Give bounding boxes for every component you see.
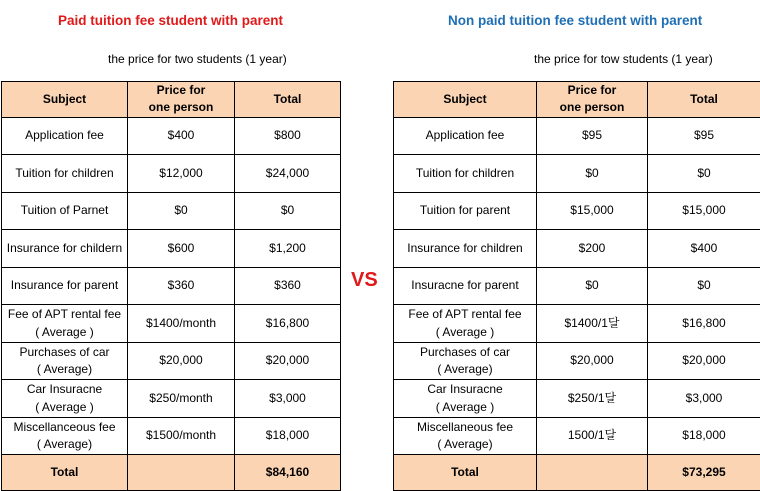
- subject-text: Insurance for children: [407, 240, 523, 255]
- price-cell: $15,000: [537, 192, 648, 230]
- table-row: [2, 342, 341, 380]
- price-cell: $12,000: [128, 155, 235, 193]
- total-cell: $0: [648, 267, 760, 305]
- table-row: [394, 155, 760, 193]
- subject-text: Tuition for children: [415, 165, 515, 180]
- price-cell: $250/1달: [537, 380, 648, 418]
- right-heading: Non paid tuition fee student with parent: [448, 13, 703, 28]
- total-cell: $16,800: [648, 305, 760, 343]
- subject-text: Tuition for parent: [419, 203, 511, 218]
- price-header: [537, 82, 648, 118]
- price-cell: $0: [128, 192, 235, 230]
- total-cell: $16,800: [235, 305, 341, 343]
- price-header-line-2: one person: [148, 100, 214, 115]
- subject-text: Fee of APT rental fee: [408, 307, 522, 322]
- subject-text: Purchases of car: [19, 344, 110, 359]
- table-row: [394, 380, 760, 418]
- subject-text: ( Average): [36, 437, 93, 452]
- total-cell: $1,200: [235, 230, 341, 268]
- subject-text: Miscellaneous fee: [416, 419, 514, 434]
- total-amount: $84,160: [235, 455, 341, 491]
- total-cell: $3,000: [648, 380, 760, 418]
- subject-cell: [2, 155, 128, 193]
- table-header-row: [2, 82, 341, 118]
- total-cell: $3,000: [235, 380, 341, 418]
- subject-cell: [394, 155, 537, 193]
- total-price: [537, 455, 648, 491]
- right-fee-table: [393, 81, 760, 491]
- table-row: [394, 192, 760, 230]
- subject-text: Insuracne for parent: [411, 278, 519, 293]
- total-cell: $20,000: [648, 342, 760, 380]
- price-cell: $20,000: [537, 342, 648, 380]
- total-price: [128, 455, 235, 491]
- table-row: [2, 417, 341, 455]
- total-row: [2, 455, 341, 491]
- total-cell: $400: [648, 230, 760, 268]
- table-row: [2, 380, 341, 418]
- price-header-line-2: one person: [559, 100, 625, 115]
- total-cell: $0: [648, 155, 760, 193]
- total-cell: $800: [235, 117, 341, 155]
- subject-text: ( Average ): [435, 324, 495, 339]
- price-cell: $0: [537, 155, 648, 193]
- subject-cell: [394, 192, 537, 230]
- subject-text: Insurance for parent: [10, 278, 119, 293]
- price-cell: $1400/1달: [537, 305, 648, 343]
- table-row: [2, 267, 341, 305]
- right-subheading: the price for tow students (1 year): [534, 52, 713, 66]
- subject-text: Application fee: [25, 128, 104, 143]
- subject-text: Car Insuracne: [26, 382, 103, 397]
- subject-text: Purchases of car: [419, 344, 511, 359]
- left-heading: Paid tuition fee student with parent: [58, 13, 284, 28]
- subject-cell: [2, 192, 128, 230]
- table-row: [394, 117, 760, 155]
- subject-text: ( Average ): [435, 399, 495, 414]
- left-fee-table: [1, 81, 341, 491]
- subject-text: Tuition of Parnet: [20, 203, 109, 218]
- price-cell: $250/month: [128, 380, 235, 418]
- price-cell: $600: [128, 230, 235, 268]
- subject-text: Car Insuracne: [427, 382, 503, 397]
- total-cell: $15,000: [648, 192, 760, 230]
- total-header: Total: [648, 82, 760, 118]
- price-cell: $200: [537, 230, 648, 268]
- total-label: Total: [2, 455, 128, 491]
- subject-text: ( Average ): [35, 324, 94, 339]
- table-row: [2, 155, 341, 193]
- total-cell: $20,000: [235, 342, 341, 380]
- price-cell: $20,000: [128, 342, 235, 380]
- subject-text: Miscellanceous fee: [13, 419, 116, 434]
- price-cell: $1400/month: [128, 305, 235, 343]
- price-cell: $400: [128, 117, 235, 155]
- subject-text: ( Average): [437, 362, 493, 377]
- total-cell: $18,000: [648, 417, 760, 455]
- price-header-line-1: Price for: [567, 83, 617, 97]
- subject-cell: [394, 417, 537, 455]
- subject-text: ( Average): [36, 362, 93, 377]
- total-label: Total: [394, 455, 537, 491]
- subject-text: Insurance for childern: [6, 240, 123, 255]
- subject-text: Tuition for children: [15, 165, 114, 180]
- total-row: [394, 455, 760, 491]
- total-amount: $73,295: [648, 455, 760, 491]
- subject-cell: [394, 305, 537, 343]
- subject-cell: [2, 267, 128, 305]
- subject-text: ( Average): [437, 437, 493, 452]
- price-cell: $360: [128, 267, 235, 305]
- table-row: [394, 417, 760, 455]
- table-row: [2, 305, 341, 343]
- price-cell: 1500/1달: [537, 417, 648, 455]
- price-cell: $1500/month: [128, 417, 235, 455]
- subject-cell: [2, 230, 128, 268]
- subject-cell: [394, 380, 537, 418]
- subject-cell: [394, 342, 537, 380]
- table-row: [394, 342, 760, 380]
- subject-cell: [2, 342, 128, 380]
- table-row: [394, 230, 760, 268]
- table-row: [2, 230, 341, 268]
- total-cell: $360: [235, 267, 341, 305]
- subject-text: Fee of APT rental fee: [7, 307, 122, 322]
- total-header: Total: [235, 82, 341, 118]
- subject-cell: [2, 380, 128, 418]
- table-row: [394, 305, 760, 343]
- subject-cell: [394, 117, 537, 155]
- subject-text: ( Average ): [35, 399, 94, 414]
- left-subheading: the price for two students (1 year): [108, 52, 287, 66]
- price-cell: $0: [537, 267, 648, 305]
- total-cell: $24,000: [235, 155, 341, 193]
- subject-cell: [394, 267, 537, 305]
- vs-label: VS: [351, 269, 378, 291]
- subject-header: Subject: [2, 82, 128, 118]
- total-cell: $0: [235, 192, 341, 230]
- subject-text: Application fee: [425, 128, 505, 143]
- subject-cell: [2, 305, 128, 343]
- table-row: [2, 192, 341, 230]
- price-header: [128, 82, 235, 118]
- price-cell: $95: [537, 117, 648, 155]
- total-cell: $18,000: [235, 417, 341, 455]
- table-row: [394, 267, 760, 305]
- subject-cell: [2, 117, 128, 155]
- price-header-line-1: Price for: [156, 83, 206, 97]
- table-header-row: [394, 82, 760, 118]
- total-cell: $95: [648, 117, 760, 155]
- table-row: [2, 117, 341, 155]
- subject-cell: [394, 230, 537, 268]
- subject-cell: [2, 417, 128, 455]
- subject-header: Subject: [394, 82, 537, 118]
